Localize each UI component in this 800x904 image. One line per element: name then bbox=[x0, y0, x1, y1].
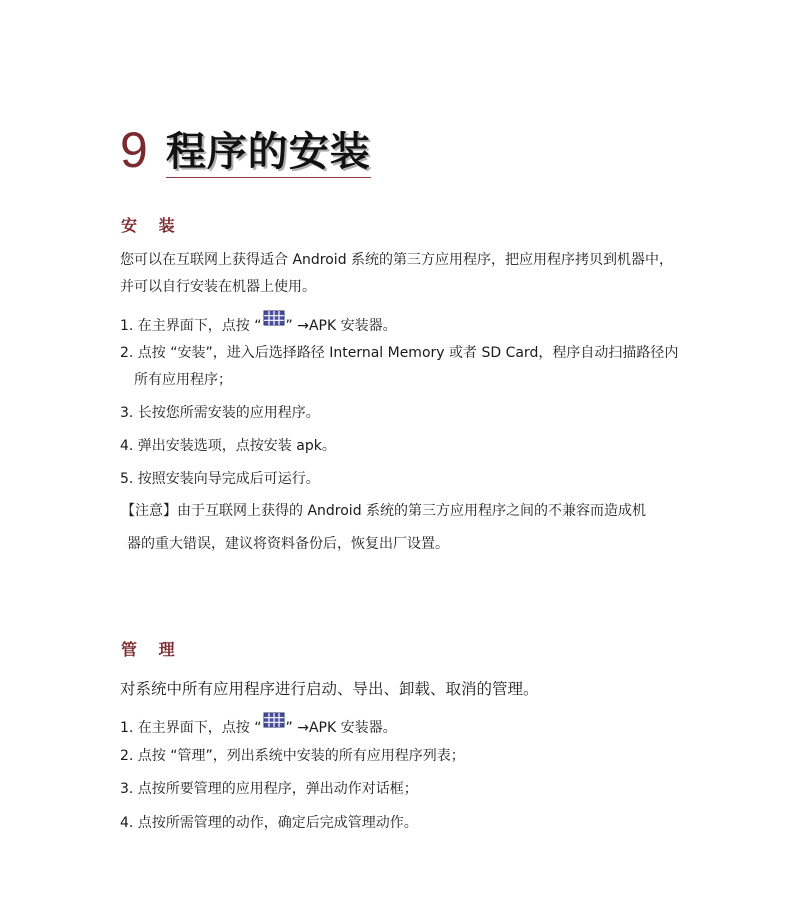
manage-step-4: 4. 点按所需管理的动作，确定后完成管理动作。 bbox=[120, 815, 418, 831]
install-note-line1: 【注意】由于互联网上获得的 Android 系统的第三方应用程序之间的不兼容而造成机 bbox=[121, 503, 647, 519]
install-note-line2: 器的重大错误，建议将资料备份后，恢复出厂设置。 bbox=[127, 536, 449, 552]
manage-step-3: 3. 点按所要管理的应用程序，弹出动作对话框； bbox=[120, 781, 418, 797]
install-intro-line2: 并可以自行安装在机器上使用。 bbox=[120, 279, 316, 295]
install-step-4: 4. 弹出安装选项，点按安装 apk。 bbox=[120, 438, 336, 454]
install-step-1-after: ” →APK 安装器。 bbox=[285, 318, 397, 334]
chapter-title bbox=[120, 118, 371, 178]
install-step-2-line2: 所有应用程序； bbox=[134, 372, 232, 388]
chapter-title-underline bbox=[166, 127, 371, 178]
manage-step-2: 2. 点按 “管理”，列出系统中安装的所有应用程序列表； bbox=[120, 748, 465, 764]
install-step-2-line1: 2. 点按 “安装”，进入后选择路径 Internal Memory 或者 SD Card，程序自动扫描路径内 bbox=[120, 345, 679, 361]
install-step-5: 5. 按照安装向导完成后可运行。 bbox=[120, 471, 320, 487]
manage-intro: 对系统中所有应用程序进行启动、导出、卸载、取消的管理。 bbox=[120, 680, 539, 698]
manage-step-1-before: 1. 在主界面下，点按 “ bbox=[120, 720, 262, 736]
section-heading-manage: 管 理 bbox=[121, 640, 183, 659]
install-step-1-before: 1. 在主界面下，点按 “ bbox=[120, 318, 262, 334]
app-grid-icon bbox=[263, 310, 285, 326]
app-grid-icon bbox=[263, 712, 285, 728]
install-step-3: 3. 长按您所需安装的应用程序。 bbox=[120, 405, 320, 421]
chapter-number: 9 bbox=[120, 122, 148, 178]
install-intro-line1: 您可以在互联网上获得适合 Android 系统的第三方应用程序，把应用程序拷贝到机器中， bbox=[120, 252, 674, 268]
chapter-title-text: 程序的安装 bbox=[165, 129, 371, 175]
install-step-1 bbox=[120, 310, 397, 336]
manage-step-1 bbox=[120, 712, 397, 738]
section-heading-install: 安 装 bbox=[121, 216, 183, 235]
manage-step-1-after: ” →APK 安装器。 bbox=[285, 720, 397, 736]
